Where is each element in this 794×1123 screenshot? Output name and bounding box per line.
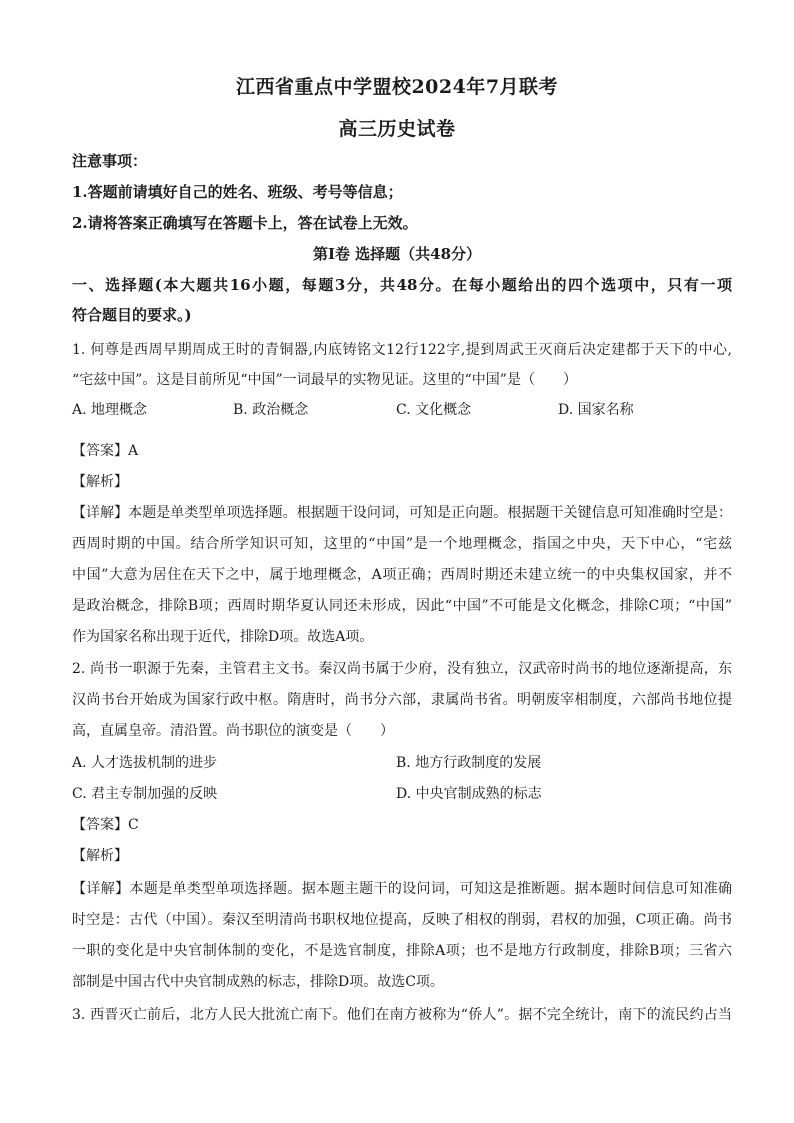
q2-stem-line3: 高，直属皇帝。清沿置。尚书职位的演变是（ ）	[72, 723, 394, 739]
q1-detail-line3: 中国”大意为居住在天下之中，属于地理概念，A项正确；西周时期还未建立统一的中央集权国家，并不	[72, 567, 732, 583]
exam-subtitle: 高三历史试卷	[338, 118, 456, 140]
note-item-2: 2.请将答案正确填写在答题卡上，答在试卷上无效。	[72, 214, 418, 232]
q2-option-d: D. 中央官制成熟的标志	[396, 786, 542, 802]
exam-title: 江西省重点中学盟校2024年7月联考	[235, 76, 559, 98]
q1-analysis-label: 【解析】	[72, 474, 128, 490]
q1-answer: 【答案】A	[72, 443, 139, 459]
q2-detail-line3: 一职的变化是中央官制体制的变化，不是选官制度，排除A项；也不是地方行政制度，排除B项；三省六	[72, 943, 732, 959]
q2-option-c: C. 君主专制加强的反映	[72, 786, 218, 802]
q2-analysis-label: 【解析】	[72, 848, 128, 864]
q1-option-a: A. 地理概念	[72, 402, 148, 418]
q2-option-b: B. 地方行政制度的发展	[396, 755, 542, 771]
q2-detail-line4: 部制是中国古代中央官制成熟的标志，排除D项。故选C项。	[72, 974, 444, 990]
q2-detail-line2: 时空是：古代（中国）。秦汉至明清尚书职权地位提高，反映了相权的削弱，君权的加强，C项正确。尚书	[72, 912, 732, 928]
section-title: 第Ⅰ卷 选择题（共48分）	[312, 245, 482, 263]
q2-detail-line1: 【详解】本题是单类型单项选择题。据本题主题干的设问词，可知这是推断题。据本题时间信息可知准确	[72, 881, 732, 897]
q1-detail-line2: 西周时期的中国。结合所学知识可知，这里的“中国”是一个地理概念，指国之中央，天下中心，“宅兹	[72, 536, 732, 552]
q1-detail-line1: 【详解】本题是单类型单项选择题。根据题干设问词，可知是正向题。根据题干关键信息可知准确时空是：	[72, 505, 732, 521]
q3-stem-line1: 3. 西晋灭亡前后，北方人民大批流亡南下。他们在南方被称为“侨人”。据不完全统计，南下的流民约占当	[72, 1007, 732, 1023]
q2-option-a: A. 人才选拔机制的进步	[72, 755, 218, 771]
q1-option-c: C. 文化概念	[396, 402, 472, 418]
notes-heading: 注意事项：	[72, 152, 148, 170]
q1-detail-line4: 是政治概念，排除B项；西周时期华夏认同还未形成，因此“中国”不可能是文化概念，排除C项；“中国”	[72, 598, 732, 614]
q2-answer: 【答案】C	[72, 817, 139, 833]
q1-option-b: B. 政治概念	[233, 402, 309, 418]
q2-stem-line1: 2. 尚书一职源于先秦，主管君主文书。秦汉尚书属于少府，没有独立，汉武帝时尚书的地位逐渐提高，东	[72, 661, 732, 677]
q1-stem-line1: 1. 何尊是西周早期周成王时的青铜器,内底铸铭文12行122字,提到周武王灭商后决定建都于天下的中心,	[72, 342, 732, 358]
q2-stem-line2: 汉尚书台开始成为国家行政中枢。隋唐时，尚书分六部，隶属尚书省。明朝废宰相制度，六部尚书地位提	[72, 692, 732, 708]
q1-option-d: D. 国家名称	[558, 402, 634, 418]
section-instruction-line2: 符合题目的要求。)	[72, 306, 192, 324]
section-instruction-line1: 一、选择题(本大题共16小题，每题3分，共48分。在每小题给出的四个选项中，只有一项	[72, 276, 732, 294]
q1-detail-line5: 作为国家名称出现于近代，排除D项。故选A项。	[72, 629, 374, 645]
note-item-1: 1.答题前请填好自己的姓名、班级、考号等信息；	[72, 183, 403, 201]
q1-stem-line2: “宅兹中国”。这是目前所见“中国”一词最早的实物见证。这里的“中国”是（ ）	[72, 372, 577, 388]
